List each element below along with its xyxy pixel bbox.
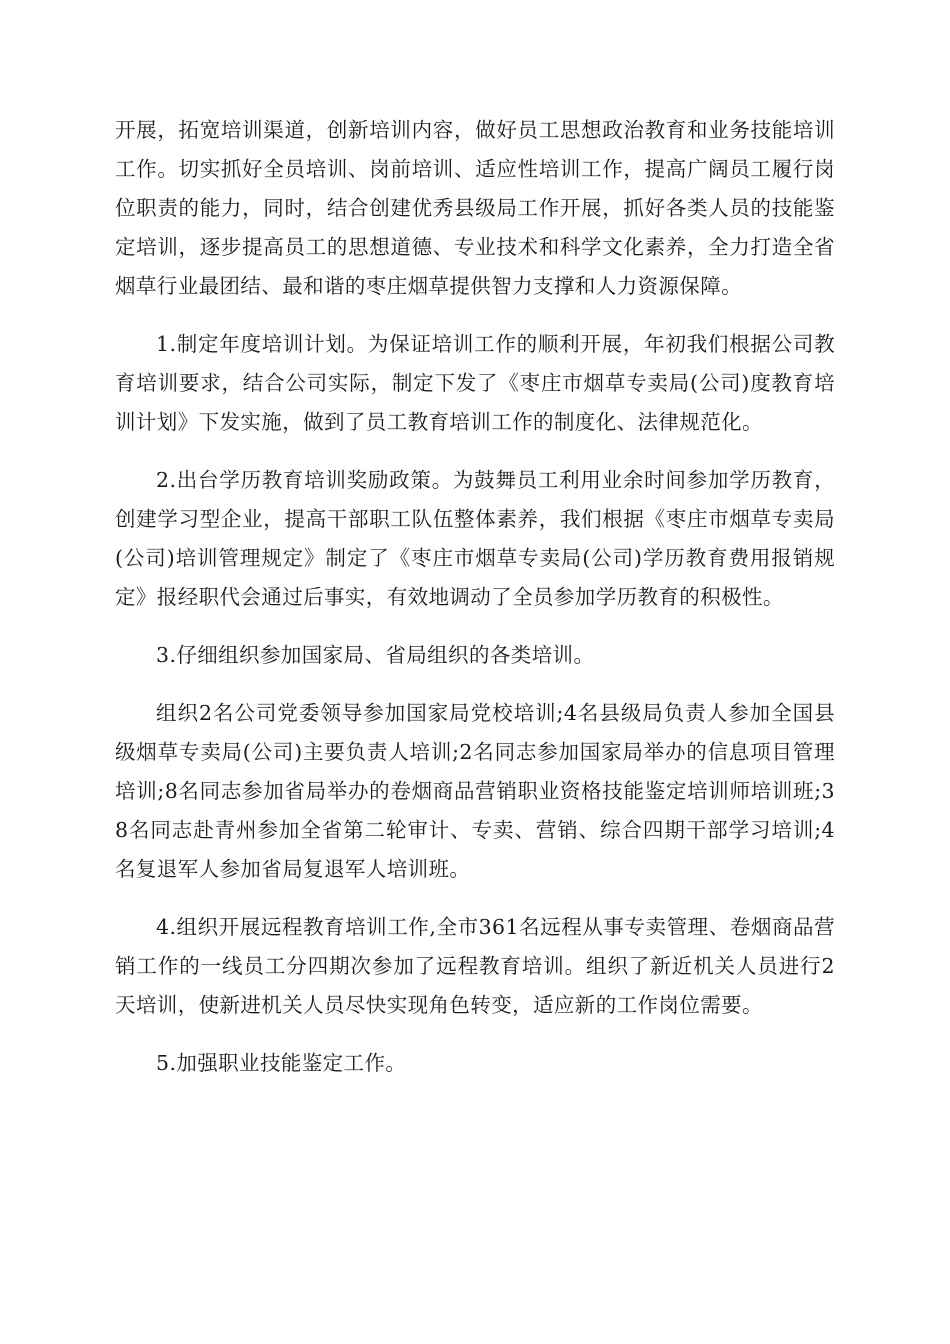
document-body (115, 111, 835, 1102)
paragraph-item-4: 4.组织开展远程教育培训工作,全市361名远程从事专卖管理、卷烟商品营销工作的一线员工分四期次参加了远程教育培训。组织了新近机关人员进行2天培训，使新进机关人员尽快实现角色转变，适应新的工作岗位需要。 (115, 915, 835, 1017)
paragraph-item-1: 1.制定年度培训计划。为保证培训工作的顺利开展，年初我们根据公司教育培训要求，结合公司实际，制定下发了《枣庄市烟草专卖局(公司)度教育培训计划》下发实施，做到了员工教育培训工作的制度化、法律规范化。 (115, 332, 835, 434)
paragraph-item-3: 3.仔细组织参加国家局、省局组织的各类培训。 (156, 643, 595, 667)
paragraph-item-2: 2.出台学历教育培训奖励政策。为鼓舞员工利用业余时间参加学历教育，创建学习型企业，提高干部职工队伍整体素养，我们根据《枣庄市烟草专卖局(公司)培训管理规定》制定了《枣庄市烟草专卖局(公司)学历教育费用报销规定》报经职代会通过后事实，有效地调动了全员参加学历教育的积极性。 (115, 468, 835, 609)
paragraph-intro: 开展，拓宽培训渠道，创新培训内容，做好员工思想政治教育和业务技能培训工作。切实抓好全员培训、岗前培训、适应性培训工作，提高广阔员工履行岗位职责的能力，同时，结合创建优秀县级局工作开展，抓好各类人员的技能鉴定培训，逐步提高员工的思想道德、专业技术和科学文化素养，全力打造全省烟草行业最团结、最和谐的枣庄烟草提供智力支撑和人力资源保障。 (115, 118, 835, 298)
paragraph-item-5: 5.加强职业技能鉴定工作。 (156, 1051, 407, 1075)
paragraph-item-3-detail: 组织2名公司党委领导参加国家局党校培训;4名县级局负责人参加全国县级烟草专卖局(公司)主要负责人培训;2名同志参加国家局举办的信息项目管理培训;8名同志参加省局举办的卷烟商品营销职业资格技能鉴定培训师培训班;38名同志赴青州参加全省第二轮审计、专卖、营销、综合四期干部学习培训;4名复退军人参加省局复退军人培训班。 (115, 701, 835, 881)
